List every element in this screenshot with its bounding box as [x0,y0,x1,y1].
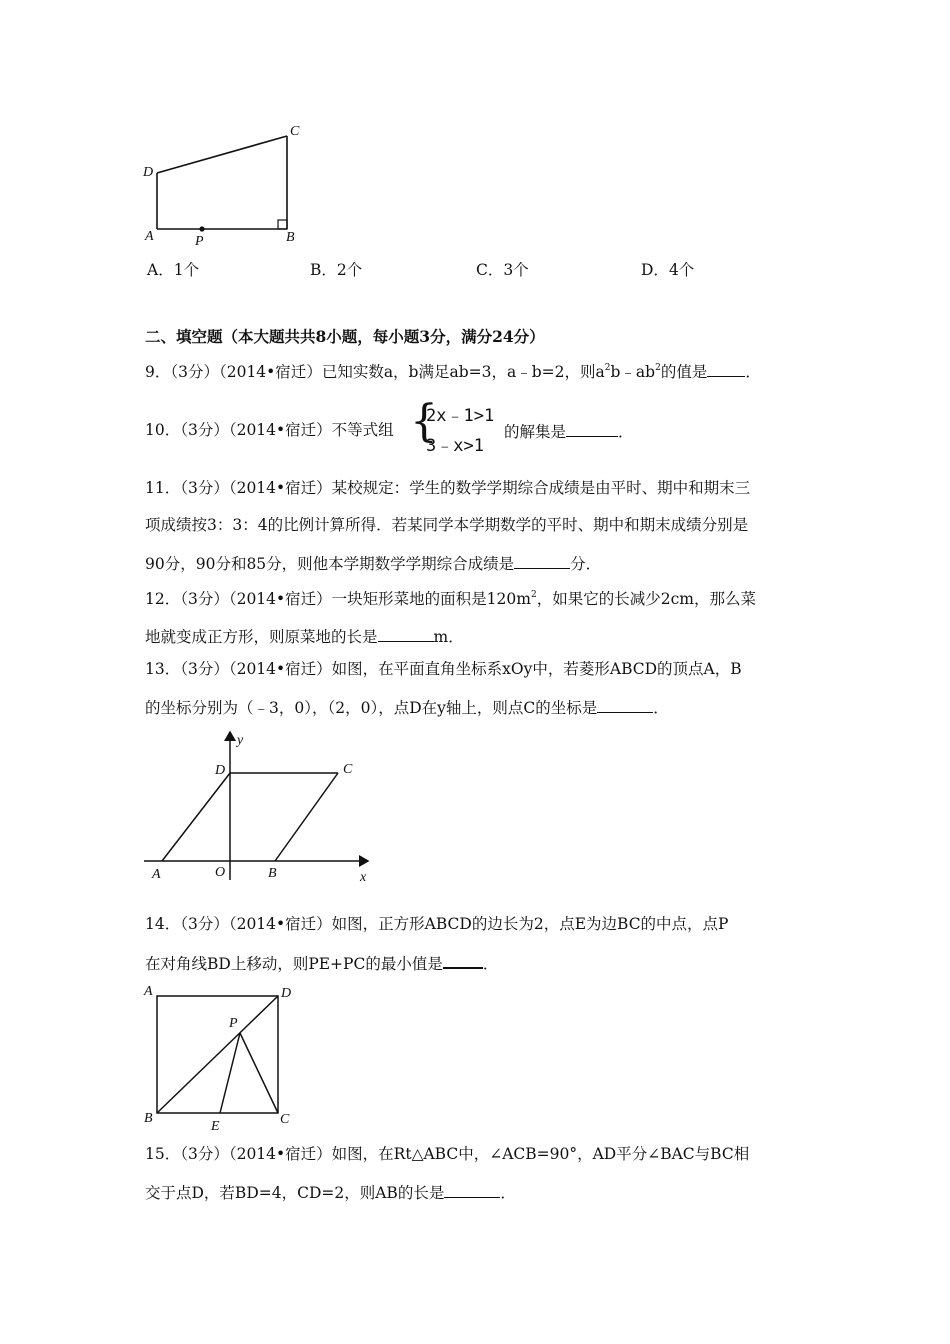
option-text: 1个 [173,261,200,279]
answer-blank[interactable] [444,1181,500,1198]
question-13-line-1: 13．（3分）（2014•宿迁）如图，在平面直角坐标系xOy中，若菱形ABCD的顶点A，B [145,660,742,678]
question-11-line-1: 11．（3分）（2014•宿迁）某校规定：学生的数学学期综合成绩是由平时、期中和期末三 [145,479,751,497]
label-o: O [215,865,226,880]
option-d[interactable] [641,258,694,280]
answer-blank[interactable] [514,552,570,569]
q9-superscript: 2 [655,363,661,373]
label-c: C [280,1112,290,1127]
inequality-2: 3﹣x>1 [426,436,484,456]
label-p: P [195,234,204,249]
q15-text: 交于点D，若BD=4，CD=2，则AB的长是 [145,1184,445,1202]
segment-ad [162,773,230,861]
q9-text: 的值是 [660,363,708,381]
option-text: 3个 [503,261,529,279]
point-p [199,226,204,231]
q11-end: 分． [570,555,602,573]
option-a[interactable] [147,258,199,280]
diagonal-bd [157,996,278,1113]
answer-blank[interactable] [378,625,434,642]
label-c: C [290,124,300,139]
q12-superscript: 2 [530,590,537,600]
question-14-line-1: 14．（3分）（2014•宿迁）如图，正方形ABCD的边长为2，点E为边BC的中点，点P [145,915,729,933]
question-11-line-2: 项成绩按3：3：4的比例计算所得．若某同学本学期数学的平时、期中和期末成绩分别是 [145,516,749,534]
right-angle-marker [278,220,287,229]
segment-dc [157,136,287,173]
question-9 [145,360,761,382]
segment-pe [220,1033,240,1113]
label-a: A [145,229,154,244]
label-p: P [229,1016,238,1031]
q13-end: ． [653,699,669,717]
option-letter: D． [641,261,669,279]
rhombus-coordinate-figure [140,728,380,888]
q13-text: 的坐标分别为（﹣3，0），（2，0），点D在y轴上，则点C的坐标是 [145,699,598,717]
label-b: B [286,230,295,245]
answer-blank[interactable] [566,420,618,437]
label-d: D [281,986,292,1001]
q9-end: ． [745,363,761,381]
label-b: B [144,1111,153,1126]
label-y: y [237,733,244,748]
question-15-line-1: 15．（3分）（2014•宿迁）如图，在Rt△ABC中，∠ACB=90°，AD平分∠BAC与BC相 [145,1145,750,1163]
option-letter: A． [147,261,174,279]
label-e: E [211,1119,220,1134]
q14-text: 在对角线BD上移动，则PE+PC的最小值是 [145,955,443,973]
option-text: 4个 [668,261,695,279]
option-text: 2个 [336,261,363,279]
q12-end: m． [433,628,464,646]
q14-end: ． [482,955,499,973]
label-d: D [143,165,154,180]
q9-text: b﹣ab [610,363,656,381]
label-x: x [360,870,367,885]
question-13-line-2 [145,696,669,718]
label-a: A [144,984,153,999]
q10-text: 10．（3分）（2014•宿迁）不等式组 [145,421,394,439]
label-a: A [152,867,161,882]
q9-superscript: 2 [604,363,611,373]
label-c: C [343,762,353,777]
square-figure [140,980,310,1136]
segment-cb [275,773,338,861]
q10-end: ． [618,423,634,441]
label-d: D [215,763,226,778]
option-letter: B． [310,261,337,279]
option-letter: C． [476,261,504,279]
q12-text: 地就变成正方形，则原菜地的长是 [145,628,378,646]
q15-end: ． [500,1184,516,1202]
q12-text: ，如果它的长减少2cm，那么菜 [536,590,756,608]
q12-text: 12．（3分）（2014•宿迁）一块矩形菜地的面积是120m [145,590,531,608]
answer-blank[interactable] [707,360,745,377]
section-title: 二、填空题（本大题共共8小题，每小题3分，满分24分） [145,327,545,346]
trapezoid-figure [140,118,310,250]
question-14-line-2 [145,951,498,974]
question-12-line-2 [145,625,464,647]
q10-text: 的解集是 [504,423,567,441]
option-c[interactable] [476,258,529,280]
q9-text: 9．（3分）（2014•宿迁）已知实数a，b满足ab=3，a﹣b=2，则a [145,363,605,381]
question-10 [145,420,394,440]
question-10-tail [504,420,634,442]
label-b: B [268,866,277,881]
inequality-1: 2x﹣1>1 [426,406,495,426]
question-15-line-2 [145,1181,516,1203]
answer-blank[interactable] [597,696,653,713]
option-b[interactable] [310,258,362,280]
question-12-line-1 [145,589,756,609]
segment-pc [240,1033,278,1113]
question-11-line-3 [145,552,601,574]
answer-blank[interactable] [443,951,483,969]
q11-text: 90分，90分和85分，则他本学期数学学期综合成绩是 [145,555,515,573]
system-brace: { [410,396,438,447]
